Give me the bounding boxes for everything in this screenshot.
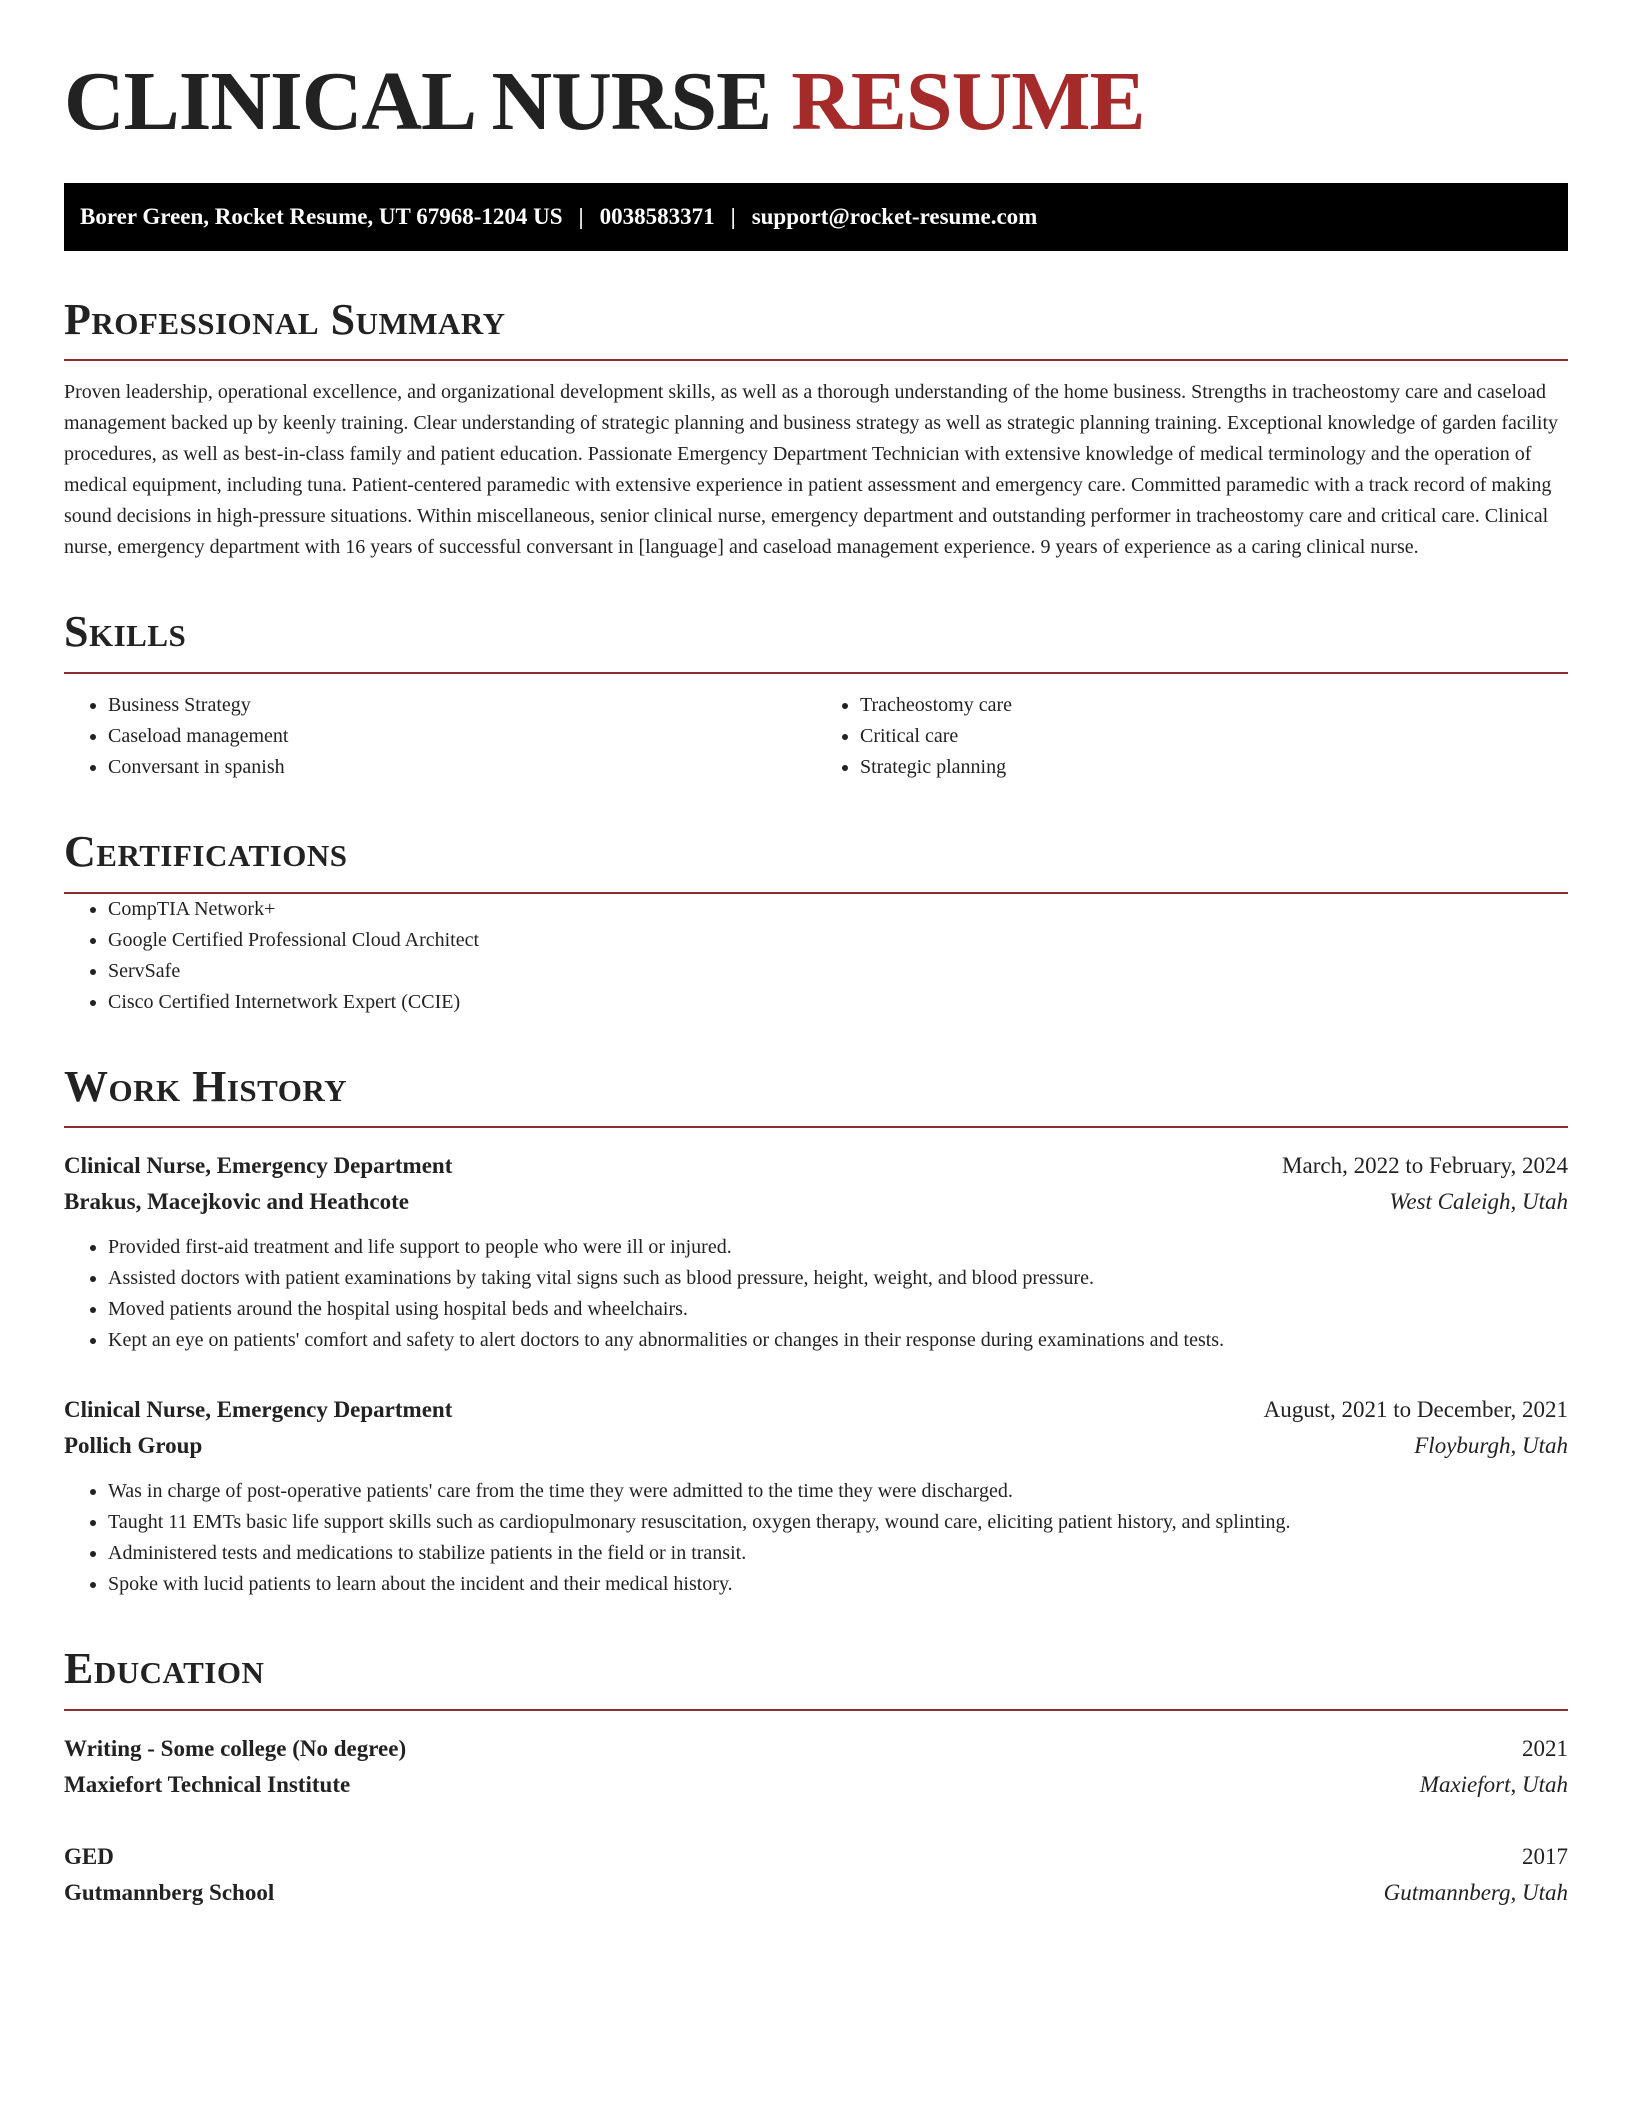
job-duty-item: • Administered tests and medications to stabilize patients in the field or in transit. bbox=[108, 1538, 1568, 1569]
skills-heading: Skills bbox=[64, 607, 187, 657]
education-entry bbox=[64, 1839, 1568, 1911]
work-history-section bbox=[64, 1062, 1568, 1601]
education-entry bbox=[64, 1731, 1568, 1803]
job-duties-list bbox=[64, 1232, 1568, 1356]
job-duty-item: • Taught 11 EMTs basic life support skills such as cardiopulmonary resuscitation, oxygen therapy, wound care, eliciting patient history, and splinting. bbox=[108, 1507, 1568, 1538]
job-entry bbox=[64, 1392, 1568, 1600]
job-company-row bbox=[64, 1184, 1568, 1220]
section-divider bbox=[64, 1126, 1568, 1128]
skills-list-right bbox=[816, 690, 1568, 783]
education-school: Maxiefort Technical Institute bbox=[64, 1771, 351, 1797]
education-heading: Education bbox=[64, 1644, 265, 1694]
skill-item: • Tracheostomy care bbox=[860, 690, 1568, 721]
skill-item: • Conversant in spanish bbox=[108, 752, 816, 783]
certifications-list bbox=[64, 894, 1568, 1018]
job-title: Clinical Nurse, Emergency Department bbox=[64, 1153, 453, 1179]
section-divider bbox=[64, 1709, 1568, 1711]
contact-address: Borer Green, Rocket Resume, UT 67968-1204 US bbox=[80, 203, 563, 229]
education-year: 2017 bbox=[1522, 1843, 1568, 1869]
certification-item: • CompTIA Network+ bbox=[108, 894, 1568, 925]
title-accent: RESUME bbox=[791, 55, 1145, 148]
education-degree-row bbox=[64, 1731, 1568, 1767]
job-duty-item: • Moved patients around the hospital using hospital beds and wheelchairs. bbox=[108, 1294, 1568, 1325]
work-history-heading: Work History bbox=[64, 1061, 348, 1111]
contact-email: support@rocket-resume.com bbox=[751, 203, 1038, 229]
skill-item: • Caseload management bbox=[108, 721, 816, 752]
job-duty-item: • Spoke with lucid patients to learn about the incident and their medical history. bbox=[108, 1569, 1568, 1600]
certification-item: • ServSafe bbox=[108, 956, 1568, 987]
job-entry bbox=[64, 1148, 1568, 1356]
job-company: Pollich Group bbox=[64, 1433, 203, 1459]
skills-section bbox=[64, 607, 1568, 783]
job-company: Brakus, Macejkovic and Heathcote bbox=[64, 1189, 409, 1215]
job-duties-list bbox=[64, 1476, 1568, 1600]
summary-text: Proven leadership, operational excellence, and organizational development skills, as well as a thorough understanding of the home business. Strengths in tracheostomy care and caseload management backed up by keenly training. Clear understanding of strategic planning and business strategy as well as strategic planning training. Exceptional knowledge of garden facility procedures, as well as best-in-class family and patient education. Passionate Emergency Department Technician with extensive knowledge of medical terminology and the operation of medical equipment, including tuna. Patient-centered paramedic with extensive experience in patient assessment and emergency care. Committed paramedic with a track record of making sound decisions in high-pressure situations. Within miscellaneous, senior clinical nurse, emergency department and outstanding performer in tracheostomy care and critical care. Clinical nurse, emergency department with 16 years of successful conversant in [language] and caseload management experience. 9 years of experience as a caring clinical nurse. bbox=[64, 381, 1558, 559]
contact-phone: 0038583371 bbox=[599, 203, 715, 229]
job-header-row bbox=[64, 1148, 1568, 1184]
skills-list-left bbox=[64, 690, 816, 783]
job-duty-item: • Was in charge of post-operative patients' care from the time they were admitted to the time they were discharged. bbox=[108, 1476, 1568, 1507]
skill-item: • Strategic planning bbox=[860, 752, 1568, 783]
skill-item: • Critical care bbox=[860, 721, 1568, 752]
section-divider bbox=[64, 672, 1568, 674]
contact-separator: | bbox=[730, 203, 736, 229]
summary-heading: Professional Summary bbox=[64, 294, 506, 344]
education-section bbox=[64, 1644, 1568, 1911]
title-main: CLINICAL NURSE bbox=[64, 55, 792, 148]
certification-item: • Google Certified Professional Cloud Architect bbox=[108, 925, 1568, 956]
education-school: Gutmannberg School bbox=[64, 1879, 275, 1905]
education-location: Gutmannberg, Utah bbox=[1383, 1879, 1568, 1905]
summary-section bbox=[64, 295, 1568, 564]
section-divider bbox=[64, 359, 1568, 361]
resume-title bbox=[64, 52, 1568, 153]
contact-separator: | bbox=[578, 203, 584, 229]
certifications-section bbox=[64, 827, 1568, 1018]
job-duty-item: • Provided first-aid treatment and life support to people who were ill or injured. bbox=[108, 1232, 1568, 1263]
skills-grid bbox=[64, 690, 1568, 783]
job-duty-item: • Assisted doctors with patient examinations by taking vital signs such as blood pressure, height, weight, and blood pressure. bbox=[108, 1263, 1568, 1294]
education-school-row bbox=[64, 1875, 1568, 1911]
skill-item: • Business Strategy bbox=[108, 690, 816, 721]
education-degree: Writing - Some college (No degree) bbox=[64, 1735, 407, 1761]
job-location: Floyburgh, Utah bbox=[1414, 1433, 1568, 1459]
certification-item: • Cisco Certified Internetwork Expert (CCIE) bbox=[108, 987, 1568, 1018]
job-company-row bbox=[64, 1428, 1568, 1464]
education-school-row bbox=[64, 1767, 1568, 1803]
job-title: Clinical Nurse, Emergency Department bbox=[64, 1397, 453, 1423]
job-duty-item: • Kept an eye on patients' comfort and safety to alert doctors to any abnormalities or changes in their response during examinations and tests. bbox=[108, 1325, 1568, 1356]
job-header-row bbox=[64, 1392, 1568, 1428]
contact-bar bbox=[64, 183, 1568, 251]
education-degree: GED bbox=[64, 1843, 114, 1869]
education-location: Maxiefort, Utah bbox=[1419, 1771, 1568, 1797]
education-degree-row bbox=[64, 1839, 1568, 1875]
job-dates: March, 2022 to February, 2024 bbox=[1282, 1153, 1568, 1179]
certifications-heading: Certifications bbox=[64, 826, 348, 876]
job-dates: August, 2021 to December, 2021 bbox=[1263, 1397, 1568, 1423]
job-location: West Caleigh, Utah bbox=[1389, 1189, 1568, 1215]
education-year: 2021 bbox=[1522, 1735, 1568, 1761]
